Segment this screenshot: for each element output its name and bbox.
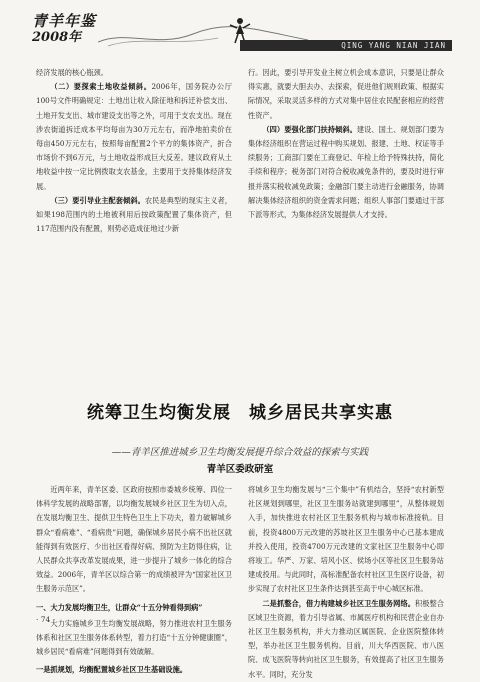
paragraph (36, 483, 232, 597)
paragraph (248, 66, 444, 123)
section-heading: 一是抓规划，均衡配置城乡社区卫生基础设施。 (36, 665, 187, 675)
paragraph (36, 66, 232, 80)
article-title: 统筹卫生均衡发展 城乡居民共享实惠 (87, 403, 393, 423)
lower-right-column (248, 483, 444, 682)
paragraph (248, 597, 444, 682)
upper-left-column (36, 66, 232, 236)
paragraph-text: 将城乡卫生均衡发展与“三个集中”有机结合，坚持“农村新型社区规划到哪里，社区卫生服务站就建到哪里”，从整体规划入手，加快推进农村社区卫生服务机构与城市标准接轨。目前，投资4800万元改建的苏坡社区卫生服务中心已基本建成并投入使用，投资4700万元改建的文家社区卫生服务中心即将竣工。华严、万家、培风小区、侯场小区等社区卫生服务站建成投用。与此同时，高标准配备农村社区卫生医疗设备，初步实现了农村社区卫生条件达到甚至高于中心城区标准。 (248, 485, 444, 594)
paragraph (36, 194, 232, 237)
paragraph-lead: （三）要引导业主配套倾斜。 (50, 195, 145, 205)
paragraph-text: 经济发展的核心瓶颈。 (36, 68, 108, 77)
logo-title: 青羊年鉴 (32, 12, 97, 30)
article-author: 青羊区委政研室 (206, 464, 274, 475)
header-bar-text: QING YANG NIAN JIAN (341, 41, 446, 50)
paragraph (248, 123, 444, 222)
article-subtitle: ——青羊区推进城乡卫生均衡发展提升综合效益的探索与实践 (111, 447, 369, 458)
lower-left-column (36, 483, 232, 680)
paragraph-text: 行。因此，要引导开发业主树立机会成本意识，只要是让群众得实惠，就要大胆去办、去探索，促进他们规则政策、根据实际情况，采取灵活多样的方式对集中居住农民配套相应的经营性资产。 (248, 68, 444, 120)
paragraph-lead: （二）要探索土地收益倾斜。 (50, 82, 152, 92)
paragraph-text: 建设、国土、规划部门要为集体经济组织在营运过程中购买规划、报建、土地、权证等手续服务；工商部门要在工商登记、年检上给予特殊扶持，简化手续和程序；税务部门对符合税收减免条件的，要及时进行审报并落实税收减免政策；金融部门要主动进行金融服务，协调解决集体经济组织的资金需求问题；组织人事部门要通过干部下派等形式，为集体经济发展提供人才支持。 (248, 124, 444, 220)
paragraph (248, 483, 444, 597)
paragraph-text: 大力实施城乡卫生均衡发展战略，努力推进农村卫生服务体系和社区卫生服务体系转型，着力打造“十五分钟健康圈”，城乡居民“看病难”问题得到有效破解。 (36, 618, 232, 657)
paragraph (36, 617, 232, 660)
page-number: · 74 · (36, 615, 56, 624)
paragraph (36, 80, 232, 194)
paragraph-text: 农民是典型的现实主义者，如果198范围内的土地被利用后按政策配置了集体资产，但117范围内没有配置，则势必造成征地过少新 (36, 195, 232, 234)
upper-right-column (248, 66, 444, 222)
paragraph-text: 2006年，国务院办公厅100号文件明确规定：土地出让收入除征地和拆迁补偿支出、土地开发支出、城市建设支出等之外，可用于支农支出。现在涉农街道拆迁成本平均每亩为30万元左右，而净地拍卖价在每亩450万元左右，按照每亩配置2个平方的集体资产，折合市场价不到6万元，与土地收益形成巨大反差。建议政府从土地收益中按一定比例拨取支农基金，主要用于支持集体经济发展。 (36, 82, 232, 191)
paragraph-lead: 二是抓整合，借力构建城乡社区卫生服务网络。 (262, 598, 415, 608)
paragraph-text: 积极整合区域卫生资源，着力引导省属、市属医疗机构和民营企业自办社区卫生服务机构，并大力推动区属医院、企业医院整体转型，举办社区卫生服务机构。目前，川大华西医院、市八医院、成飞医院等转向社区卫生服务，有效提高了社区卫生服务水平。同时，充分发 (248, 598, 444, 679)
paragraph-lead: （四）要强化部门扶持倾斜。 (262, 124, 357, 134)
header-bar (240, 40, 452, 51)
page-header (0, 0, 480, 58)
paragraph-text: 近两年来，青羊区委、区政府按照市委城乡统筹、四位一体科学发展的战略部署，以均衡发展城乡社区卫生为切入点，在发展均衡卫生、提供卫生特色卫生上下功夫，着力破解城乡群众“看病难”、“看病贵”问题，确保城乡居民小病不出社区就能得到有效医疗、少出社区看得好病、预防为主防得住病，让人民群众共享改革发展成果，进一步提升了城乡一体化的综合效益。2006年，青羊区以综合第一的成绩被评为“国家社区卫生服务示范区”。 (36, 485, 232, 594)
logo-year: 2008年 (32, 30, 82, 45)
section-heading: 一、大力发展均衡卫生，让群众“十五分钟看得到病” (36, 602, 203, 612)
